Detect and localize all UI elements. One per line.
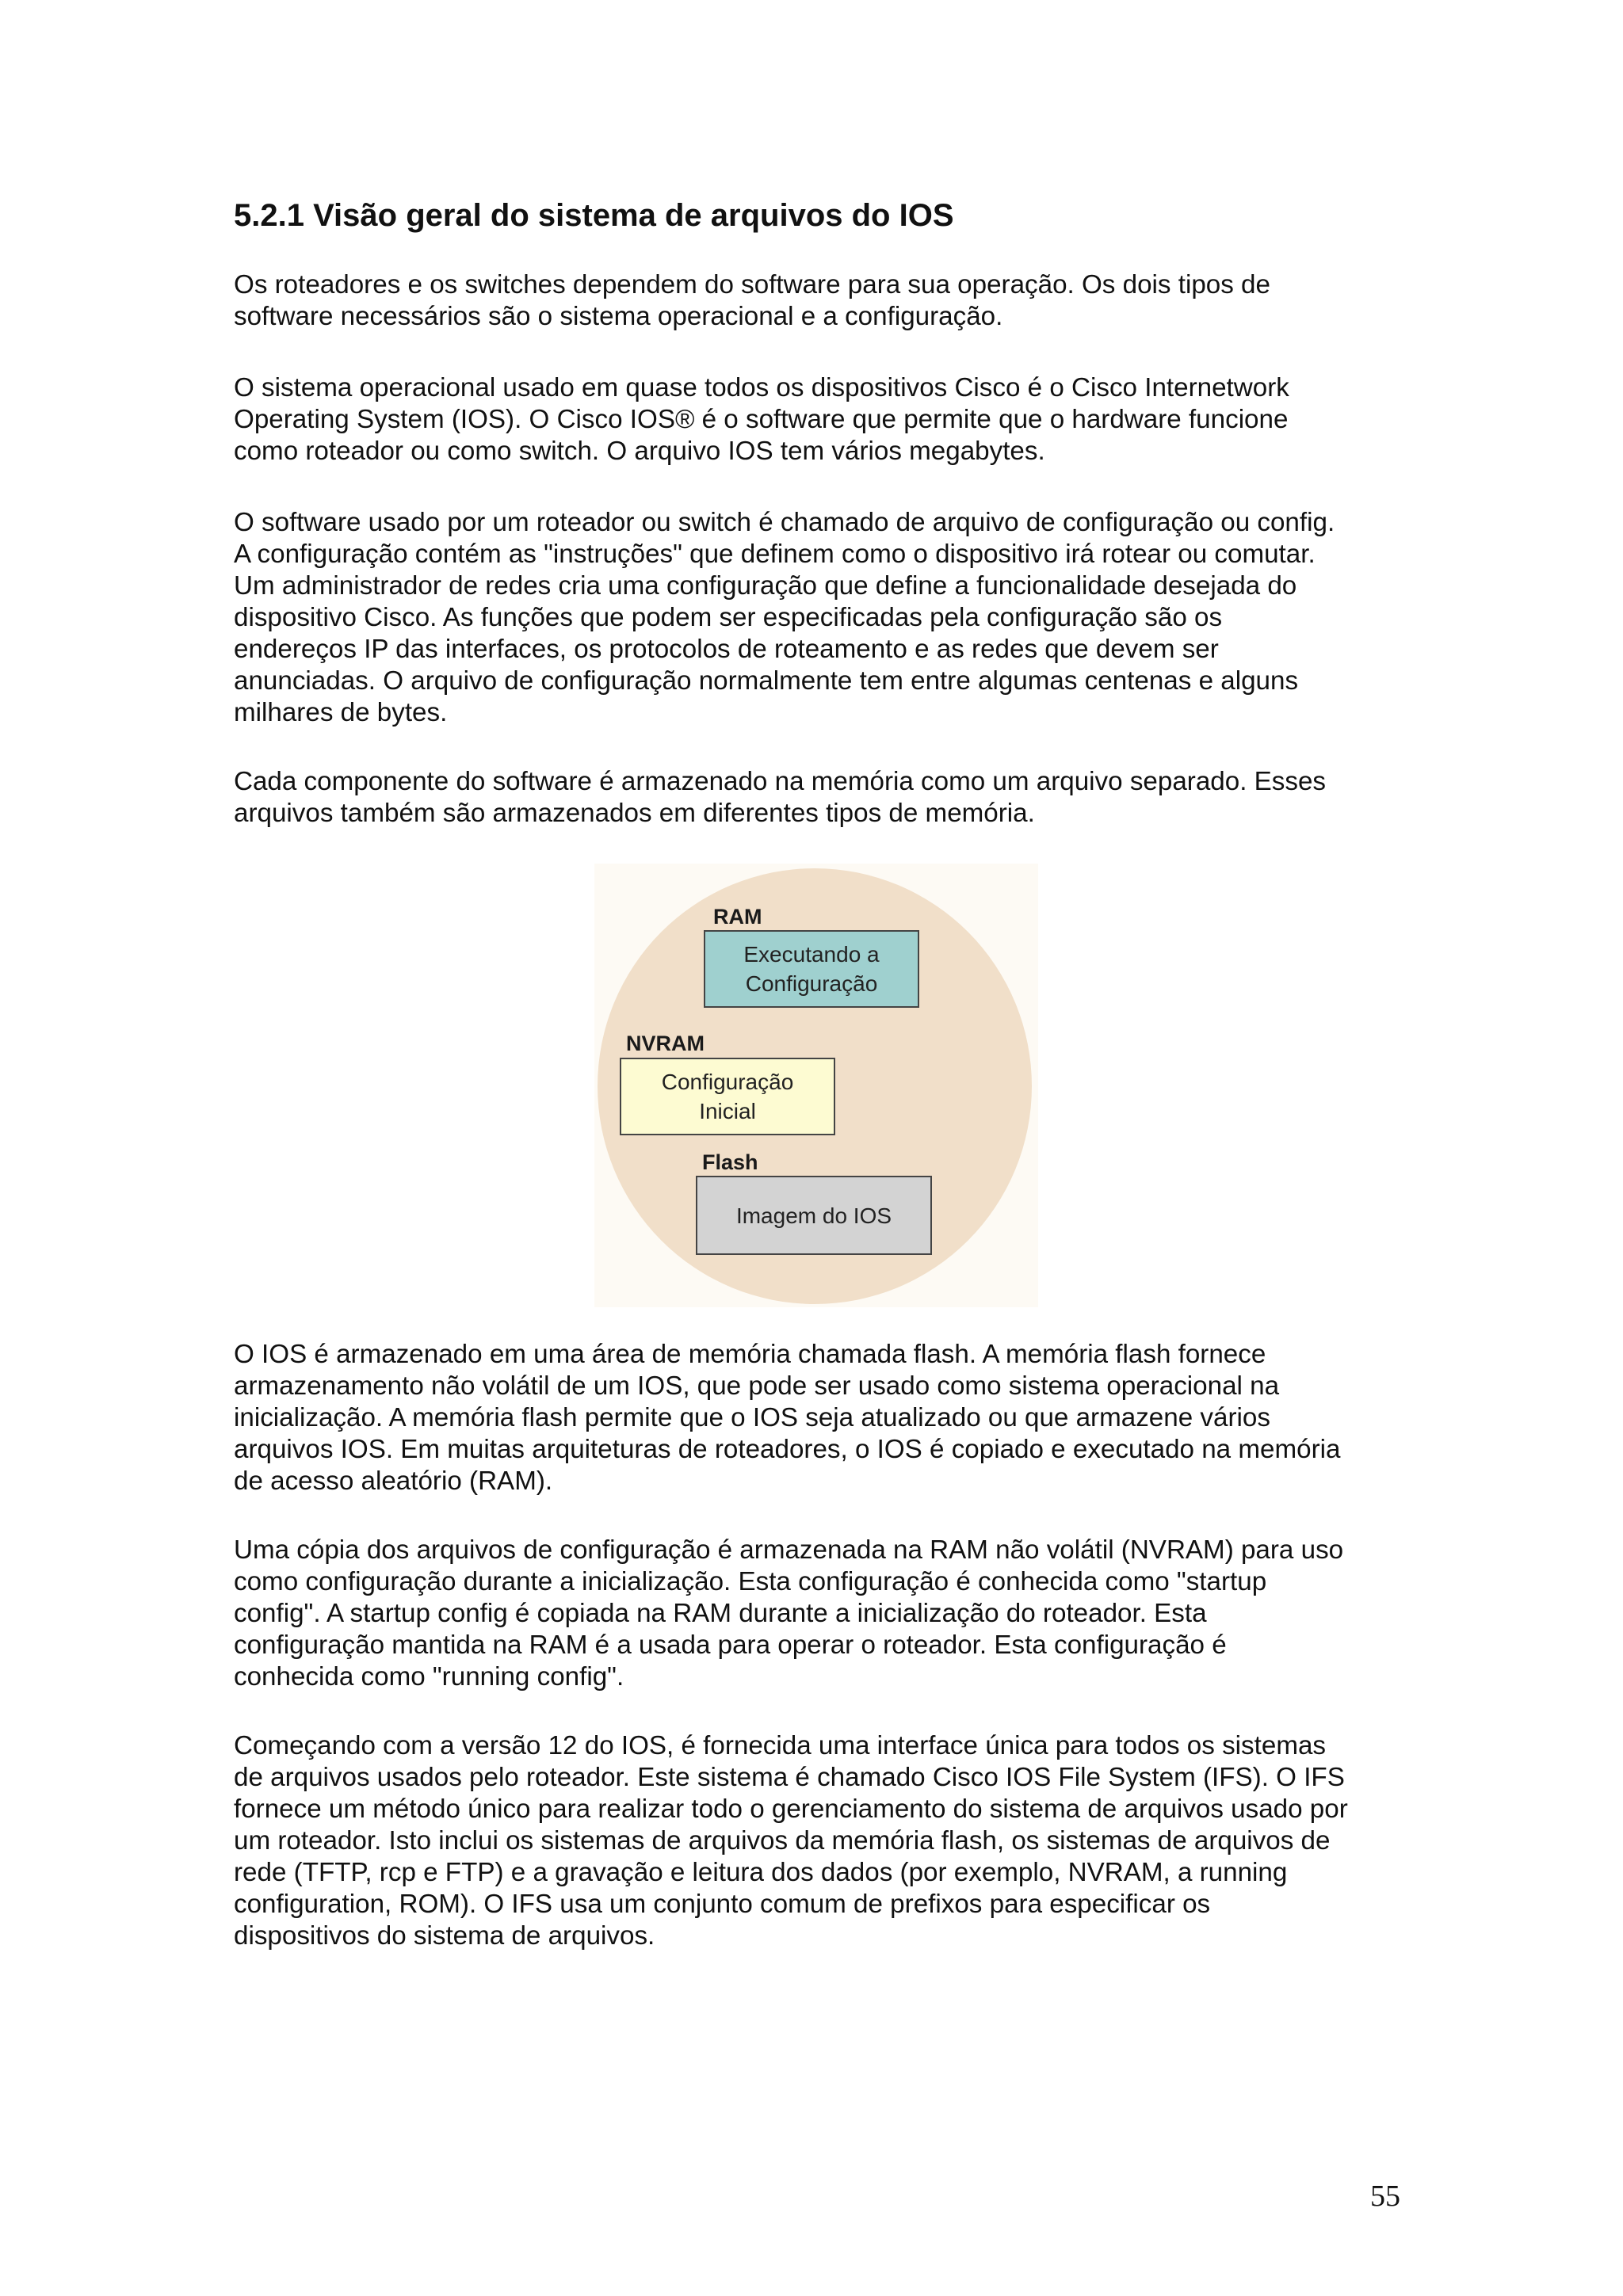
text-line: arquivos IOS. Em muitas arquiteturas de roteadores, o IOS é copiado e executado na memória (234, 1435, 1341, 1464)
nvram-label: NVRAM (626, 1032, 705, 1055)
text-line: endereços IP das interfaces, os protocolos de roteamento e as redes que devem ser (234, 635, 1219, 664)
text-line: dispositivo Cisco. As funções que podem ser especificadas pela configuração são os (234, 603, 1223, 632)
section-title: 5.2.1 Visão geral do sistema de arquivos do IOS (234, 198, 954, 233)
text-line: A configuração contém as "instruções" que definem como o dispositivo irá rotear ou comutar. (234, 540, 1316, 569)
text-line: configuração mantida na RAM é a usada para operar o roteador. Esta configuração é (234, 1630, 1227, 1660)
text-line: O sistema operacional usado em quase todos os dispositivos Cisco é o Cisco Internetwork (234, 373, 1289, 402)
text-line: software necessários são o sistema operacional e a configuração. (234, 302, 1003, 331)
text-line: Os roteadores e os switches dependem do software para sua operação. Os dois tipos de (234, 270, 1270, 299)
text-line: Cada componente do software é armazenado na memória como um arquivo separado. Esses (234, 767, 1327, 796)
text-line: anunciadas. O arquivo de configuração normalmente tem entre algumas centenas e alguns (234, 666, 1299, 696)
text-line: O software usado por um roteador ou switch é chamado de arquivo de configuração ou config. (234, 508, 1335, 537)
ios-image-box (696, 1176, 932, 1255)
text-line: um roteador. Isto inclui os sistemas de arquivos da memória flash, os sistemas de arquivos de (234, 1826, 1331, 1855)
page-number: 55 (1370, 2180, 1400, 2213)
text-line: de arquivos usados pelo roteador. Este sistema é chamado Cisco IOS File System (IFS). O IFS (234, 1763, 1345, 1792)
box-text-line: Imagem do IOS (735, 1203, 892, 1228)
text-line: de acesso aleatório (RAM). (234, 1466, 553, 1496)
text-line: configuration, ROM). O IFS usa um conjunto comum de prefixos para especificar os (234, 1890, 1211, 1919)
text-line: como roteador ou como switch. O arquivo IOS tem vários megabytes. (234, 437, 1045, 466)
box-text-line: Executando a (743, 942, 880, 967)
text-line: armazenamento não volátil de um IOS, que pode ser usado como sistema operacional na (234, 1371, 1280, 1401)
text-line: inicialização. A memória flash permite que o IOS seja atualizado ou que armazene vários (234, 1403, 1270, 1432)
ram-label: RAM (713, 905, 762, 929)
text-line: dispositivos do sistema de arquivos. (234, 1921, 655, 1951)
box-text-line: Configuração (745, 971, 878, 996)
paragraph-components (234, 766, 1423, 830)
text-line: O IOS é armazenado em uma área de memória chamada flash. A memória flash fornece (234, 1340, 1266, 1369)
paragraph-intro (234, 269, 1423, 333)
text-line: Uma cópia dos arquivos de configuração é armazenada na RAM não volátil (NVRAM) para uso (234, 1535, 1344, 1565)
text-line: fornece um método único para realizar todo o gerenciamento do sistema de arquivos usado por (234, 1794, 1348, 1824)
text-line: milhares de bytes. (234, 698, 448, 727)
text-line: Um administrador de redes cria uma configuração que define a funcionalidade desejada do (234, 571, 1297, 601)
memory-diagram (594, 864, 1038, 1307)
box-text-line: Configuração (661, 1070, 794, 1094)
text-line: config". A startup config é copiada na RAM durante a inicialização do roteador. Esta (234, 1599, 1207, 1628)
paragraph-configuration (234, 507, 1423, 729)
text-line: conhecida como "running config". (234, 1662, 624, 1691)
text-line: como configuração durante a inicialização. Esta configuração é conhecida como "startup (234, 1567, 1267, 1596)
text-line: Operating System (IOS). O Cisco IOS® é o software que permite que o hardware funcione (234, 405, 1289, 434)
text-line: arquivos também são armazenados em diferentes tipos de memória. (234, 799, 1035, 828)
running-config-box (704, 930, 919, 1008)
paragraph-operating-system (234, 372, 1423, 467)
startup-config-box (620, 1058, 835, 1135)
text-line: rede (TFTP, rcp e FTP) e a gravação e leitura dos dados (por exemplo, NVRAM, a running (234, 1858, 1288, 1887)
paragraph-nvram (234, 1535, 1423, 1693)
paragraph-ifs (234, 1730, 1423, 1952)
flash-label: Flash (702, 1150, 758, 1174)
box-text-line: Inicial (699, 1099, 756, 1123)
paragraph-flash (234, 1339, 1423, 1497)
text-line: Começando com a versão 12 do IOS, é fornecida uma interface única para todos os sistemas (234, 1731, 1327, 1760)
